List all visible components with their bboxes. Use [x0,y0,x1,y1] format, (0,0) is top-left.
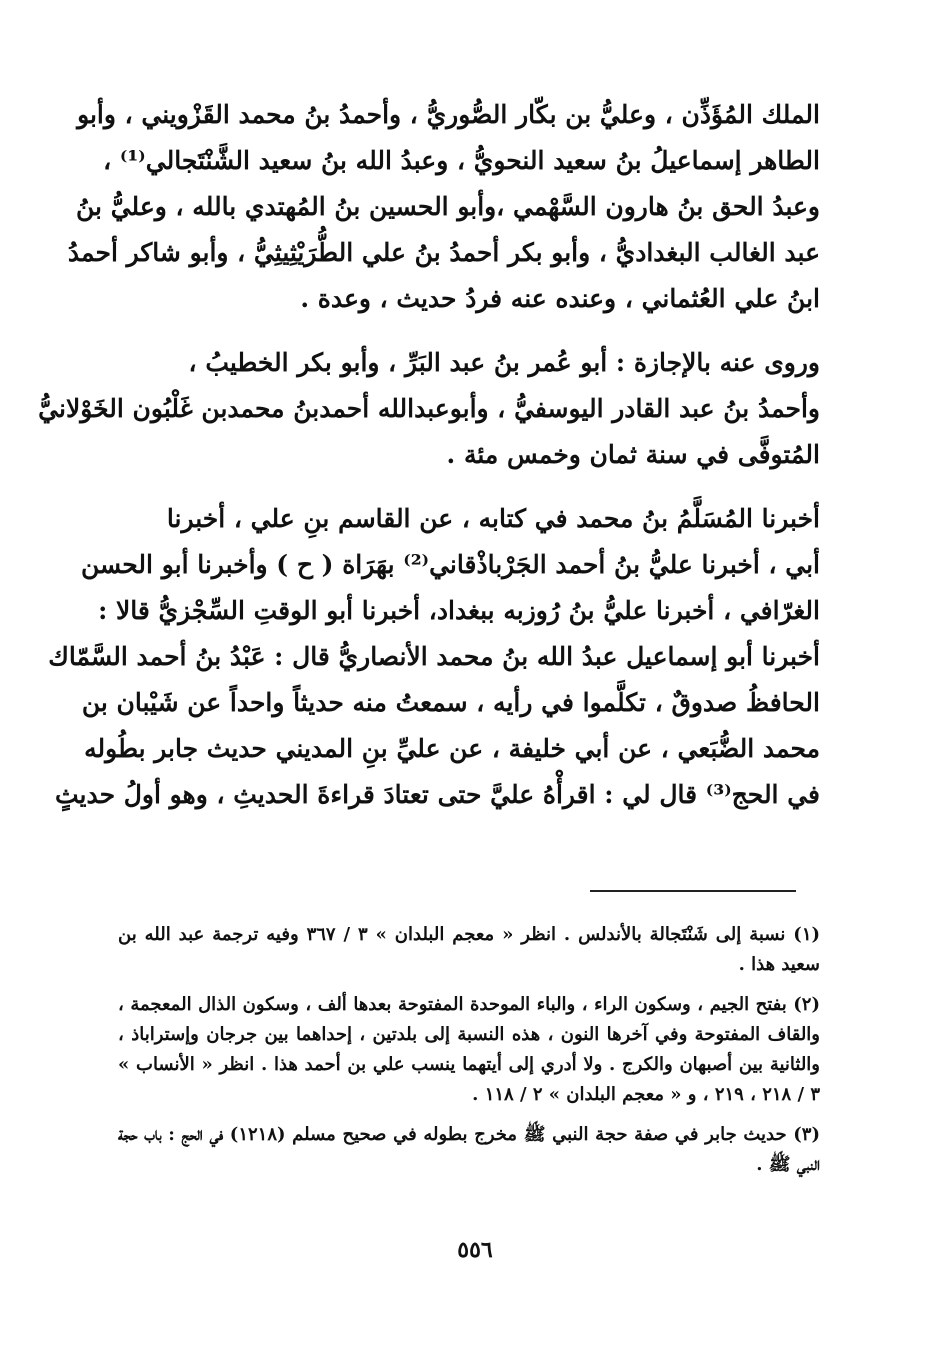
footnote-3: (٣) حديث جابر في صفة حجة النبي ﷺ مخرج بطوله في صحيح مسلم (١٢١٨) في الحج : باب حجة النبي ﷺ . [118,1124,820,1175]
footnote-2: (٢) بفتح الجيم ، وسكون الراء ، والباء الموحدة المفتوحة بعدها ألف ، وسكون الذال المعجمة ، والقاف المفتوحة وفي آخرها النون ، هذه النسبة إلى بلدتين ، إحداهما بين جرجان وإستراباذ ، والثانية بين أصبهان والكرج . ولا أدري إلى أيتهما ينسب علي بن أحمد هذا . انظر « الأنساب » ٣ / ٢١٨ ، ٢١٩ ، و « معجم البلدان » ٢ / ١١٨ . [118,994,820,1105]
text-line: عبد الغالب البغداديُّ ، وأبو بكر أحمدُ بنُ علي الطُّرَيْثِيثِيُّ ، وأبو شاكر أحمدُ [67,238,820,267]
footnote-1: (١) نسبة إلى شَنْتَجالة بالأندلس . انظر « معجم البلدان » ٣ / ٣٦٧ وفيه ترجمة عبد الله بن سعيد هذا . [118,924,821,975]
text-line: ابنُ علي العُثماني ، وعنده عنه فردُ حديث ، وعدة . [300,284,820,313]
text-line: الملك المُؤَذِّن ، وعليُّ بن بكّار الصُّوريُّ ، وأحمدُ بنُ محمد القَزْويني ، وأبو [77,100,820,129]
text-line: المُتوفَّى في سنة ثمان وخمس مئة . [446,440,820,469]
text-line: الطاهر إسماعيلُ بنُ سعيد النحويُّ ، وعبدُ الله بنُ سعيد الشَّنْتَجالي⁽¹⁾ ، [103,146,820,175]
text-line: وعبدُ الحق بنُ هارون السَّهْمي ،وأبو الحسين بنُ المُهتدي بالله ، وعليُّ بنُ [76,192,820,221]
paragraph-2 [38,340,820,478]
text-line: وروى عنه بالإجازة : أبو عُمر بنُ عبد البَرِّ ، وأبو بكر الخطيبُ ، [188,348,820,377]
text-line: الغرّافي ، أخبرنا عليُّ بنُ رُوزبه ببغداد، أخبرنا أبو الوقتِ السِّجْزيُّ قالا : [98,596,820,625]
text-line: أبي ، أخبرنا عليُّ بنُ أحمد الجَرْباذْقاني⁽²⁾ بهَرَاة ( ح ) وأخبرنا أبو الحسن [80,550,820,579]
text-line: محمد الضُّبَعي ، عن أبي خليفة ، عن عليِّ بنِ المديني حديث جابر بطُوله [84,734,820,763]
paragraph-1 [67,92,820,322]
text-line: في الحج⁽³⁾ قال لي : اقرأْهُ عليَّ حتى تعتادَ قراءةَ الحديثِ ، وهو أولُ حديثٍ [54,780,820,809]
text-line: الحافظُ صدوقٌ ، تكلَّموا في رأيه ، سمعتُ منه حديثاً واحداً عن شَيْبان بن [81,688,820,717]
text-line: وأحمدُ بنُ عبد القادر اليوسفيُّ ، وأبوعبدالله أحمدبنُ محمدبن غَلْبُون الخَوْلانيُّ [38,394,820,423]
page-number: ٥٥٦ [457,1237,493,1263]
text-line: أخبرنا أبو إسماعيل عبدُ الله بنُ محمد الأنصاريُّ قال : عَبْدُ بنُ أحمد السَّمّاك [48,642,820,671]
main-text [38,92,820,836]
footnote-divider [590,890,796,892]
text-line: أخبرنا المُسَلَّمُ بنُ محمد في كتابه ، عن القاسم بنِ علي ، أخبرنا [166,504,820,533]
paragraph-3 [48,496,820,818]
footnotes [118,920,820,1190]
